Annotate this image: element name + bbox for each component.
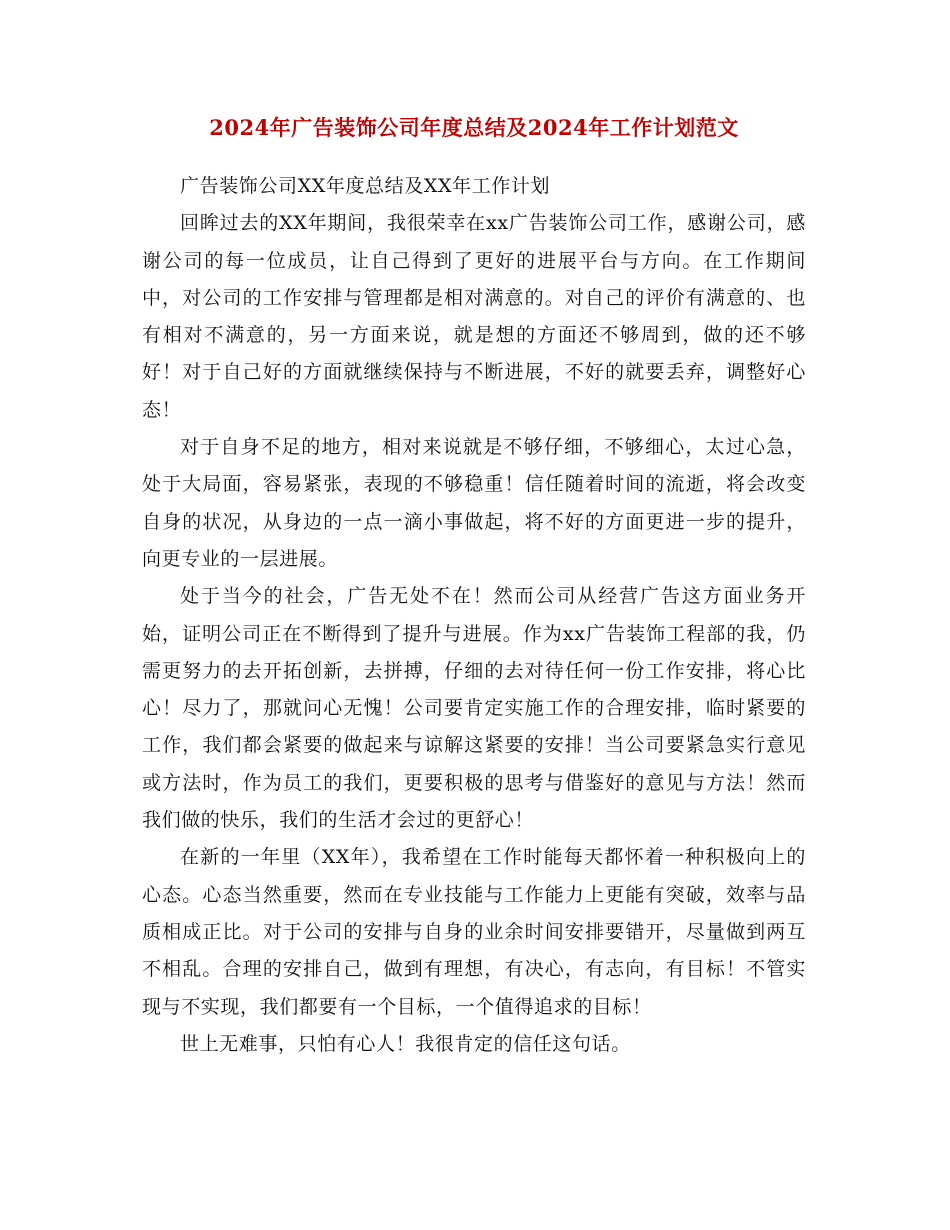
document-title: 2024年广告装饰公司年度总结及2024年工作计划范文: [209, 115, 739, 140]
document-page: [142, 108, 806, 1063]
document-subtitle: 广告装饰公司XX年度总结及XX年工作计划: [180, 175, 551, 197]
paragraph-4: 在新的一年里（XX年），我希望在工作时能每天都怀着一种积极向上的心态。心态当然重要，然而在专业技能与工作能力上更能有突破，效率与品质相成正比。对于公司的安排与自身的业余时间安排要错开，尽量做到两互不相乱。合理的安排自己，做到有理想，有决心，有志向，有目标！不管实现与不实现，我们都要有一个目标，一个值得追求的目标！: [142, 846, 806, 1018]
paragraph-2: 对于自身不足的地方，相对来说就是不够仔细，不够细心，太过心急，处于大局面，容易紧张，表现的不够稳重！信任随着时间的流逝，将会改变自身的状况，从身边的一点一滴小事做起，将不好的方面更进一步的提升，向更专业的一层进展。: [142, 436, 806, 570]
paragraph-5: 世上无难事，只怕有心人！我很肯定的信任这句话。: [180, 1032, 631, 1055]
paragraph-1: 回眸过去的XX年期间，我很荣幸在xx广告装饰公司工作，感谢公司，感谢公司的每一位成员，让自己得到了更好的进展平台与方向。在工作期间中，对公司的工作安排与管理都是相对满意的。对自己的评价有满意的、也有相对不满意的，另一方面来说，就是想的方面还不够周到，做的还不够好！对于自己好的方面就继续保持与不断进展，不好的就要丢弃，调整好心态！: [142, 212, 806, 421]
paragraph-3: 处于当今的社会，广告无处不在！然而公司从经营广告这方面业务开始，证明公司正在不断得到了提升与进展。作为xx广告装饰工程部的我，仍需更努力的去开拓创新，去拼搏，仔细的去对待任何一份工作安排，将心比心！尽力了，那就问心无愧！公司要肯定实施工作的合理安排，临时紧要的工作，我们都会紧要的做起来与谅解这紧要的安排！当公司要紧急实行意见或方法时，作为员工的我们，更要积极的思考与借鉴好的意见与方法！然而我们做的快乐，我们的生活才会过的更舒心！: [142, 585, 806, 832]
